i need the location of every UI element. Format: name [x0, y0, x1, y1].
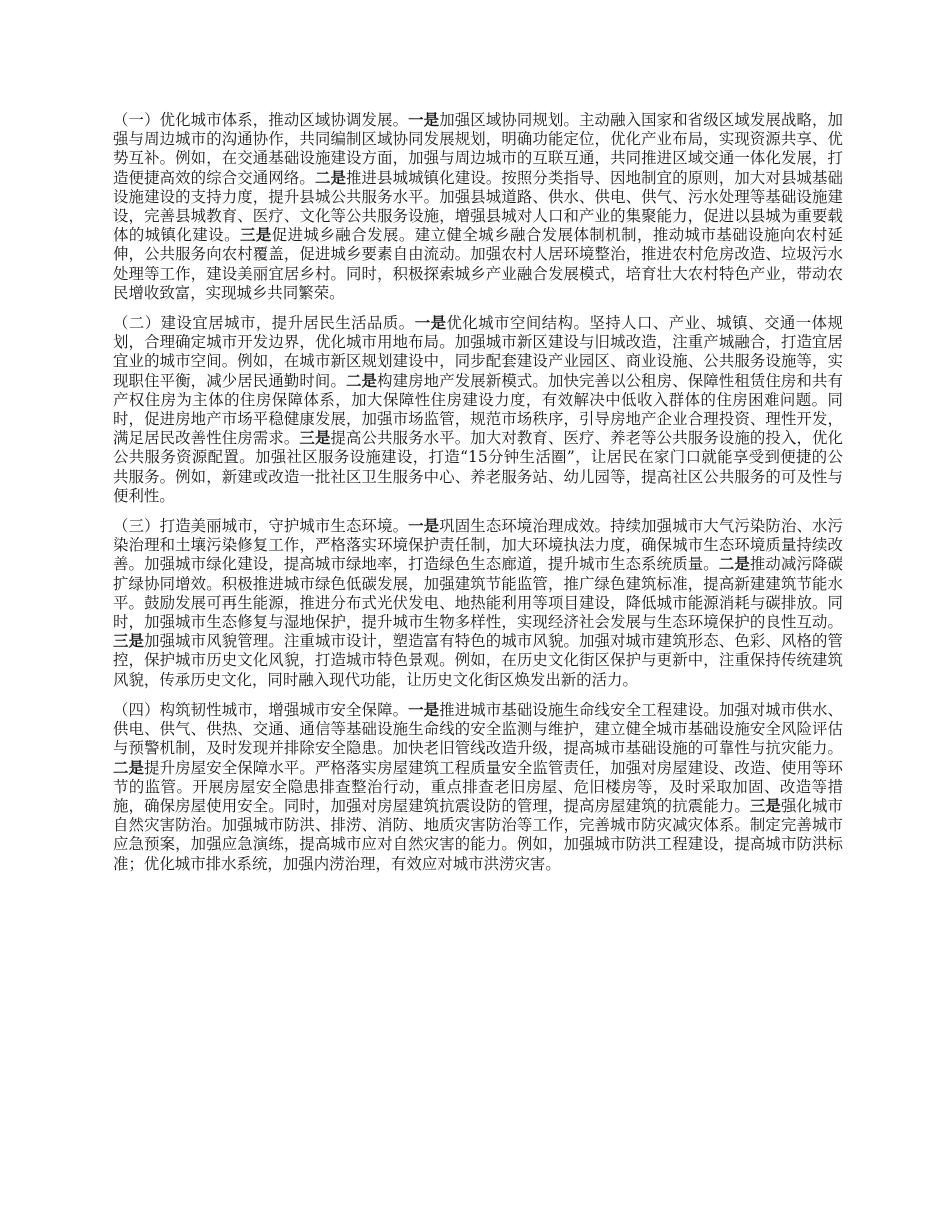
paragraph-2-point-3-text: 提高公共服务水平。加大对教育、医疗、养老等公共服务设施的投入，优化公共服务资源配置。加强社区服务设施建设，打造“15分钟生活圈”，让居民在家门口就能享受到便捷的公共服务。例如，新建或改造一批社区卫生服务中心、养老服务站、幼儿园等，提高社区公共服务的可及性与便利性。 [113, 429, 843, 505]
document-page [113, 111, 843, 885]
paragraph-1-point-2-text: 推进县城城镇化建设。按照分类指导、因地制宜的原则，加大对县城基础设施建设的支持力度，提升县城公共服务水平。加强县城道路、供水、供电、供气、污水处理等基础设施建设，完善县城教育、医疗、文化等公共服务设施，增强县城对人口和产业的集聚能力，促进以县城为重要载体的城镇化建设。 [113, 168, 843, 245]
paragraph-3-point-2-text: 推动减污降碳扩绿协同增效。积极推进城市绿色低碳发展，加强建筑节能监管，推广绿色建筑标准，提高新建建筑节能水平。鼓励发展可再生能源，推进分布式光伏发电、地热能利用等项目建设，降低城市能源消耗与碳排放。同时，加强城市生态修复与湿地保护，提升城市生物多样性，实现经济社会发展与生态环境保护的良性互动。 [113, 555, 843, 632]
paragraph-2-heading: （二）建设宜居城市，提升居民生活品质。 [113, 314, 415, 333]
paragraph-3-point-1-marker: 一是 [408, 517, 440, 536]
paragraph-1-point-1-text: 加强区域协同规划。主动融入国家和省级区域发展战略，加强与周边城市的沟通协作，共同编制区域协同发展规划，明确功能定位，优化产业布局，实现资源共享、优势互补。例如，在交通基础设施建设方面，加强与周边城市的互联互通，共同推进区域交通一体化发展，打造便捷高效的综合交通网络。 [113, 111, 843, 187]
paragraph-3-point-2-marker: 二是 [718, 555, 750, 574]
paragraph-4-point-1-marker: 一是 [408, 700, 440, 719]
paragraph-1 [113, 111, 843, 303]
paragraph-1-point-1-marker: 一是 [408, 111, 440, 129]
paragraph-3 [113, 517, 843, 690]
paragraph-1-point-2-marker: 二是 [314, 168, 347, 187]
paragraph-4-point-1-text: 推进城市基础设施生命线安全工程建设。加强对城市供水、供电、供气、供热、交通、通信等基础设施生命线的安全监测与维护，建立健全城市基础设施安全风险评估与预警机制，及时发现并排除安全隐患。加快老旧管线改造升级，提高城市基础设施的可靠性与抗灾能力。 [113, 700, 843, 758]
paragraph-3-heading: （三）打造美丽城市，守护城市生态环境。 [113, 517, 409, 536]
paragraph-3-point-3-marker: 三是 [113, 632, 145, 651]
paragraph-2 [113, 314, 843, 506]
paragraph-2-point-2-marker: 二是 [346, 371, 378, 390]
paragraph-2-point-1-text: 优化城市空间结构。坚持人口、产业、城镇、交通一体规划，合理确定城市开发边界，优化城市用地布局。加强城市新区建设与旧城改造，注重产城融合，打造宜居宜业的城市空间。例如，在城市新区规划建设中，同步配套建设产业园区、商业设施、公共服务设施等，实现职住平衡，减少居民通勤时间。 [113, 314, 843, 390]
paragraph-3-point-3-text: 加强城市风貌管理。注重城市设计，塑造富有特色的城市风貌。加强对城市建筑形态、色彩、风格的管控，保护城市历史文化风貌，打造城市特色景观。例如，在历史文化街区保护与更新中，注重保持传统建筑风貌，传承历史文化，同时融入现代功能，让历史文化街区焕发出新的活力。 [113, 632, 843, 689]
paragraph-1-point-3-marker: 三是 [240, 226, 272, 245]
paragraph-2-point-1-marker: 一是 [414, 314, 447, 333]
paragraph-2-point-3-marker: 三是 [299, 429, 331, 448]
paragraph-4 [113, 701, 843, 874]
paragraph-3-point-1-text: 巩固生态环境治理成效。持续加强城市大气污染防治、水污染治理和土壤污染修复工作，严格落实环境保护责任制，加大环境执法力度，确保城市生态环境质量持续改善。加强城市绿化建设，提高城市绿地率，打造绿色生态廊道，提升城市生态系统质量。 [113, 517, 843, 574]
paragraph-2-point-2-text: 构建房地产发展新模式。加快完善以公租房、保障性租赁住房和共有产权住房为主体的住房保障体系，加大保障性住房建设力度，有效解决中低收入群体的住房困难问题。同时，促进房地产市场平稳健康发展，加强市场监管，规范市场秩序，引导房地产企业合理投资、理性开发，满足居民改善性住房需求。 [113, 371, 843, 448]
paragraph-1-point-3-text: 促进城乡融合发展。建立健全城乡融合发展体制机制，推动城市基础设施向农村延伸，公共服务向农村覆盖，促进城乡要素自由流动。加强农村人居环境整治，推进农村危房改造、垃圾污水处理等工作，建设美丽宜居乡村。同时，积极探索城乡产业融合发展模式，培育壮大农村特色产业，带动农民增收致富，实现城乡共同繁荣。 [113, 226, 843, 302]
paragraph-1-heading: （一）优化城市体系，推动区域协调发展。 [113, 111, 409, 129]
paragraph-4-point-2-text: 提升房屋安全保障水平。严格落实房屋建筑工程质量安全监管责任，加强对房屋建设、改造、使用等环节的监管。开展房屋安全隐患排查整治行动，重点排查老旧房屋、危旧楼房等，及时采取加固、改造等措施，确保房屋使用安全。同时，加强对房屋建筑抗震设防的管理，提高房屋建筑的抗震能力。 [113, 758, 843, 815]
paragraph-4-heading: （四）构筑韧性城市，增强城市安全保障。 [113, 700, 409, 719]
paragraph-4-point-3-text: 强化城市自然灾害防治。加强城市防洪、排涝、消防、地质灾害防治等工作，完善城市防灾减灾体系。制定完善城市应急预案，加强应急演练，提高城市应对自然灾害的能力。例如，加强城市防洪工程建设，提高城市防洪标准；优化城市排水系统，加强内涝治理，有效应对城市洪涝灾害。 [113, 796, 843, 873]
paragraph-4-point-2-marker: 二是 [113, 758, 145, 777]
paragraph-4-point-3-marker: 三是 [749, 796, 781, 815]
